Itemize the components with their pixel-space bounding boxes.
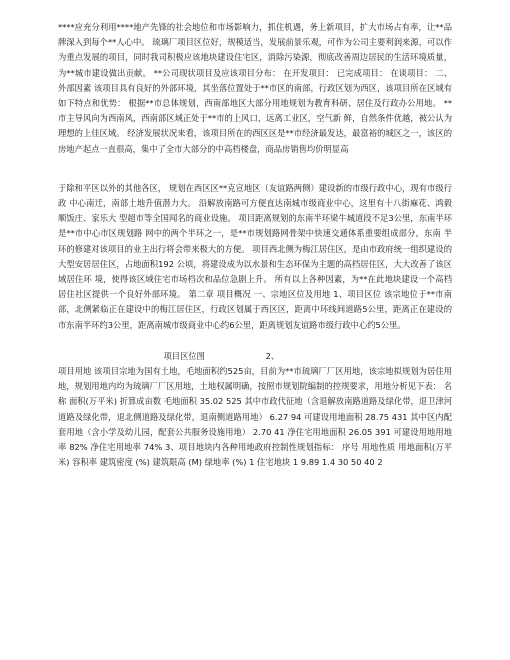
- intro-paragraph: ****应充分利用****地产先锋的社会地位和市场影响力，抓住机遇，务上新项目，扩大市场占有率，让**品牌深入到每个**人心中。 琉璃厂项目区位好，规模适当，发展前景乐观，可作为公司主要利润来源，可以作为重点发展的项目，同时我司积极应该地块建设住宅区，消除污染源，彻底改善周边居民的生活环境质量，为**城市建设做出贡献。 **公司现状项目及应该项目分布： 在开发项目： 已完成项目： 在谈项目： 二、外部因素 该项目具有良好的外部环境，其坐落位置处于**市区的南部，行政区划为西区，该项目所在区域有如下特点和优势： 根据**市总体规划，西南部地区大部分用地规划为教育科研、居住及行政办公用地。 **市主导风向为西南风，西南部区域正处于**市的上风口，远离工业区，空气新 鲜，自然条件优越，被公认为理想的上佳区域。 经济发展状况来看，该项目所在的西区区是**市经济最发达，最富裕的城区之一，该区的房地产起点一直很高，集中了全市大部分的中高档楼盘，商品房销售均价明显高: [58, 22, 452, 154]
- figure-caption: 项目区位图 2、: [58, 350, 280, 361]
- land-use-paragraph: 项目用地 该项目宗地为国有土地，毛地面积约525亩，目前为**市琉璃厂厂区用地，该宗地拟规划为居住用地，规划用地内均为琉璃厂厂区用地，土地权属明确，按照市规划院编制的控规要求，用地分析见下表： 名称 面积(万平米) 折算成亩数 毛地面积 35.02 525 其中市政代征地（含退解放南路道路及绿化带，退卫津河道路及绿化带，退北侧道路及绿化带，退南侧道路用地） 6.27 94 可建设用地面积 28.75 431 其中区内配套用地（含小学及幼儿园，配套公共服务设施用地） 2.70 41 净住宅用地面积 26.05 391 可建设用地用地率 82% 净住宅用地率 74% 3、项目地块内各种用地政府控制性规划指标： 序号 用地性质 用地面积(万平米) 容积率 建筑密度 (%) 建筑限高 (M) 绿地率 (%) 1 住宅地块 1 9.89 1.4 30 50 40 2: [58, 366, 452, 468]
- spacer: [58, 157, 452, 181]
- location-paragraph: 于除和平区以外的其他各区， 规划在西区区**克宣地区（友谊路两侧）建设新的市级行政中心，现有市级行政 中心南迁，南部土地升值潜力大。 沿解放南路可方便直达南城市级商业中心，这里有十八街麻花、鸿毅顺饭庄、家乐大 型超市等全国闻名的商业设施。 项目距离规划的东南半环梁牛城道段不足3公里，东南半环是**市中心市区规划路 网中的两个半环之一，是**市规划路网骨架中快速交通体系重要组成部分，东南 半环的修建对该项目的业主出行将会带来极大的方便。 项目西北侧为梅江居住区，是由市政府统一组织建设的大型安居居住区，占地面积192 公顷，将建设成为以水景和生态环保为主题的高档居住区，大大改善了该区域居住环 境，使得该区域住宅市场档次和品位急剧上升。 所有以上各种因素，为**在此地块建设一个高档居住社区提供一个良好外部环境。 第二章 项目概况 一、宗地区位及用地 1、项目区位 该宗地位于**市南部，北侧紧临正在建设中的梅江居住区，行政区划属于西区区，距离中环线间道路5公里，距离正在建设的市东南半环约3公里，距离南城市级商业中心约6公里，距离规划友谊路市级行政中心约5公里。: [58, 182, 452, 330]
- spacer: [58, 333, 452, 349]
